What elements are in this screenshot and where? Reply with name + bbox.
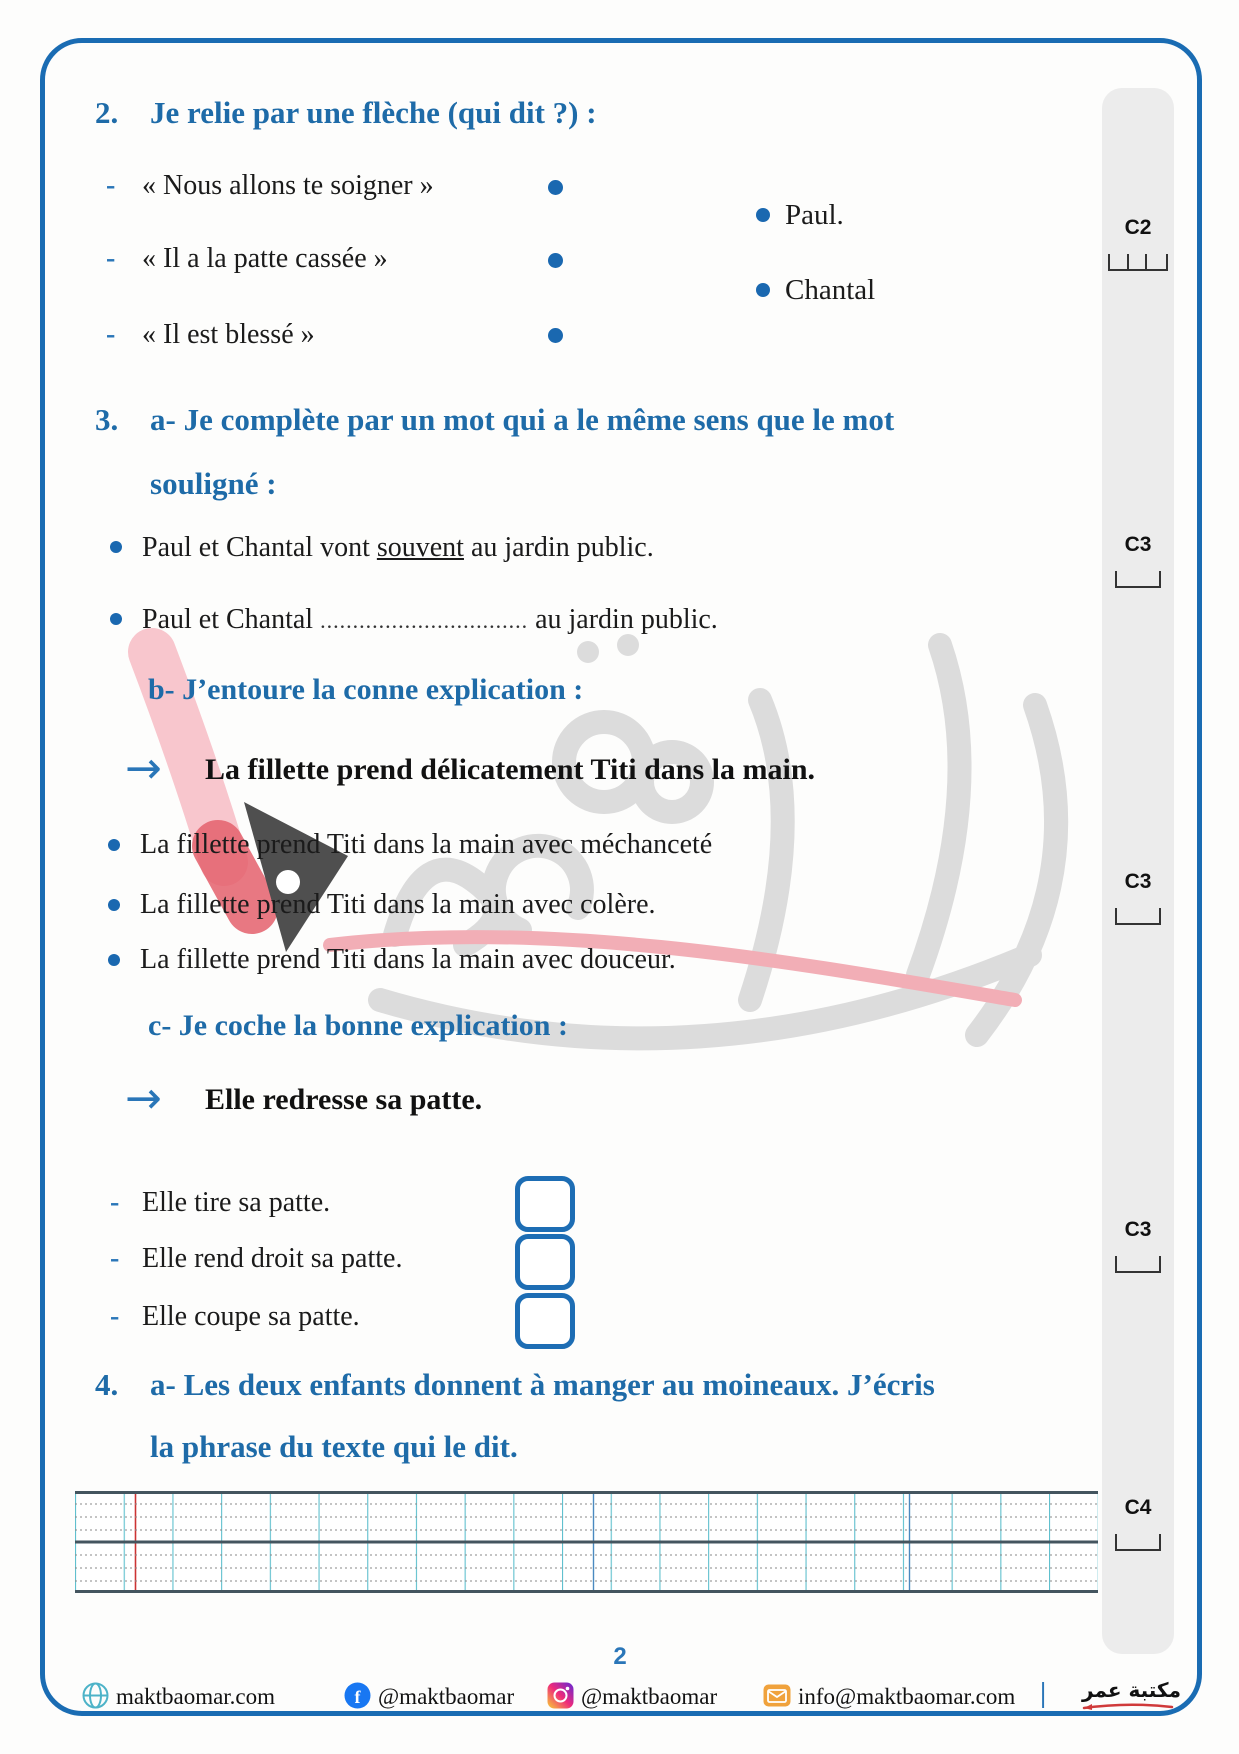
match-right-item: Chantal <box>785 274 876 306</box>
score-label: C3 <box>1124 1218 1152 1241</box>
q3b-title: b- J’entoure la conne explication : <box>148 673 584 706</box>
match-right-item: Paul. <box>785 199 844 231</box>
score-scale <box>1115 1534 1161 1551</box>
score-scale <box>1115 571 1161 588</box>
dash-bullet: - <box>106 170 116 201</box>
list-bullet <box>108 954 120 966</box>
score-label: C3 <box>1124 870 1152 893</box>
instagram-icon <box>547 1682 574 1709</box>
checkbox-option-3[interactable] <box>515 1293 575 1349</box>
match-left-item: « Il est blessé » <box>142 319 315 350</box>
q4-title-line1: a- Les deux enfants donnent à manger au moineaux. J’écris <box>150 1367 935 1402</box>
blank-pre: Paul et Chantal <box>142 604 321 635</box>
score-scale-3cells <box>1108 254 1168 271</box>
score-marker-c3a <box>1102 533 1174 588</box>
list-bullet <box>108 839 120 851</box>
match-left-item: « Il a la patte cassée » <box>142 243 388 274</box>
connector-dot-right-2[interactable] <box>756 283 770 297</box>
svg-text:f: f <box>354 1687 361 1707</box>
score-marker-c3b <box>1102 870 1174 925</box>
email-icon <box>763 1684 791 1707</box>
footer-instagram[interactable]: @maktbaomar <box>581 1684 718 1709</box>
footer-logo <box>1082 1680 1181 1711</box>
q3a-blank-sentence <box>142 606 718 634</box>
q2-number: 2. <box>95 95 119 130</box>
footer-website[interactable]: maktbaomar.com <box>116 1684 276 1709</box>
score-label: C3 <box>1124 533 1152 556</box>
arrow-icon: → <box>125 1073 162 1124</box>
q3c-option: Elle coupe sa patte. <box>142 1301 360 1332</box>
model-pre: Paul et Chantal vont <box>142 532 377 563</box>
arrow-icon: → <box>125 743 162 794</box>
connector-dot-right-1[interactable] <box>756 208 770 222</box>
page-number: 2 <box>613 1643 627 1670</box>
list-bullet <box>110 541 122 553</box>
q4-number: 4. <box>95 1367 119 1402</box>
page-border <box>40 38 1202 1716</box>
writing-lines[interactable] <box>75 1491 1098 1593</box>
q3b-option[interactable]: La fillette prend Titi dans la main avec douceur. <box>140 944 676 975</box>
q3a-model-sentence <box>142 534 654 562</box>
q3c-option: Elle rend droit sa patte. <box>142 1243 403 1274</box>
q2-title: Je relie par une flèche (qui dit ?) : <box>150 95 597 130</box>
q3a-title-line2: souligné : <box>150 466 277 501</box>
facebook-icon <box>344 1682 371 1709</box>
checkbox-option-2[interactable] <box>515 1234 575 1290</box>
underlined-word: souvent <box>376 532 464 563</box>
score-label: C2 <box>1124 216 1152 239</box>
q3c-model-sentence: Elle redresse sa patte. <box>205 1083 483 1116</box>
globe-icon <box>82 1682 109 1709</box>
footer-facebook[interactable]: @maktbaomar <box>378 1684 515 1709</box>
list-bullet <box>110 613 122 625</box>
score-marker-c4 <box>1102 1496 1174 1551</box>
list-bullet <box>108 899 120 911</box>
match-left-item: « Nous allons te soigner » <box>142 170 434 201</box>
score-marker-c3c <box>1102 1218 1174 1273</box>
connector-dot-left-2[interactable] <box>548 253 563 268</box>
q3a-title-line1: a- Je complète par un mot qui a le même sens que le mot <box>150 402 895 437</box>
connector-dot-left-3[interactable] <box>548 328 563 343</box>
score-label: C4 <box>1124 1496 1152 1519</box>
dash-bullet: - <box>110 1243 120 1274</box>
dash-bullet: - <box>110 1187 120 1218</box>
q3-number: 3. <box>95 402 119 437</box>
q4-title-line2: la phrase du texte qui le dit. <box>150 1429 518 1464</box>
q3c-option: Elle tire sa patte. <box>142 1187 331 1218</box>
q3c-title: c- Je coche la bonne explication : <box>148 1009 568 1042</box>
model-post: au jardin public. <box>463 532 654 563</box>
footer-logo-text: مكتبة عمر <box>1082 1678 1181 1702</box>
dash-bullet: - <box>106 243 116 274</box>
score-scale <box>1115 908 1161 925</box>
blank-post: au jardin public. <box>528 604 718 635</box>
answer-blank[interactable]: ................................ <box>320 608 529 633</box>
q3b-option[interactable]: La fillette prend Titi dans la main avec méchanceté <box>140 829 713 860</box>
q3b-model-sentence: La fillette prend délicatement Titi dans la main. <box>205 753 816 786</box>
dash-bullet: - <box>110 1301 120 1332</box>
footer-email[interactable]: info@maktbaomar.com <box>798 1684 1016 1709</box>
footer-separator: | <box>1040 1678 1047 1709</box>
connector-dot-left-1[interactable] <box>548 180 563 195</box>
score-marker-c2 <box>1102 216 1174 271</box>
q3b-option[interactable]: La fillette prend Titi dans la main avec colère. <box>140 889 656 920</box>
score-scale <box>1115 1256 1161 1273</box>
dash-bullet: - <box>106 319 116 350</box>
checkbox-option-1[interactable] <box>515 1176 575 1232</box>
